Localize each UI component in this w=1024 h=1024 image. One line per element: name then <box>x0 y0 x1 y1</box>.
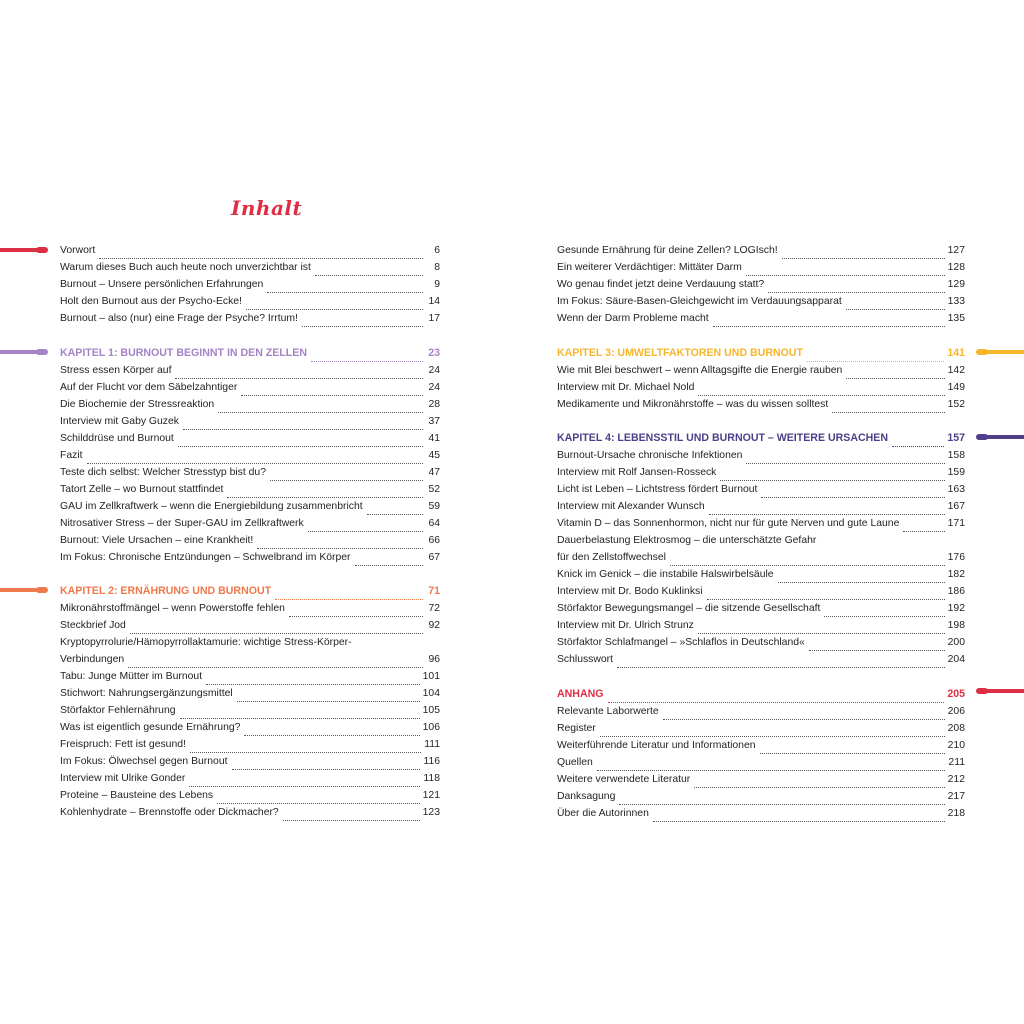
toc-entry-leader <box>824 604 944 617</box>
toc-entry-title: Proteine – Bausteine des Lebens <box>60 790 214 801</box>
toc-entry-title: Vorwort <box>60 245 96 256</box>
toc-entry-title: Stichwort: Nahrungsergänzungsmittel <box>60 688 233 699</box>
toc-entry <box>60 668 440 685</box>
toc-entry-page: 192 <box>947 603 965 614</box>
toc-entry <box>60 600 440 617</box>
toc-entry-page: 206 <box>947 705 965 717</box>
toc-entry-title: Tabu: Junge Mütter im Burnout <box>60 671 203 682</box>
toc-entry <box>60 447 440 464</box>
toc-entry-title: Burnout-Ursache chronische Infektionen <box>557 450 743 461</box>
toc-entry <box>60 464 440 481</box>
chapter-heading <box>557 430 965 447</box>
toc-entry-page: 14 <box>428 296 440 307</box>
toc-entry-page: 198 <box>947 620 965 631</box>
toc-entry-title: Gesunde Ernährung für deine Zellen? LOGIsch! <box>557 245 778 256</box>
toc-entry-page: 101 <box>422 671 440 682</box>
chapter1-marker <box>0 349 48 355</box>
toc-entry-leader <box>355 553 423 566</box>
toc-entry-leader <box>218 400 423 413</box>
chapter-title: KAPITEL 3: UMWELTFAKTOREN UND BURNOUT <box>557 346 804 359</box>
toc-entry-title: Schlusswort <box>557 654 614 665</box>
toc-entry-title: Störfaktor Schlafmangel – »Schlaflos in Deutschland« <box>557 637 805 648</box>
toc-entry <box>60 617 440 634</box>
toc-entry <box>557 651 965 668</box>
toc-entry <box>557 532 965 566</box>
toc-entry <box>557 634 965 651</box>
toc-entry-title: Tatort Zelle – wo Burnout stattfindet <box>60 483 224 495</box>
continued-section <box>557 242 965 327</box>
toc-entry-page: 116 <box>423 756 440 767</box>
toc-entry-title: Holt den Burnout aus der Psycho-Ecke! <box>60 296 242 307</box>
chapter-title: ANHANG <box>557 687 604 700</box>
toc-entry-page: 41 <box>428 432 440 444</box>
toc-entry <box>60 379 440 396</box>
toc-entry-leader <box>707 587 945 600</box>
toc-entry <box>60 276 440 293</box>
toc-entry-title: Relevante Laborwerte <box>557 705 659 717</box>
chapter3-marker <box>976 349 1024 355</box>
toc-entry-title: Im Fokus: Säure-Basen-Gleichgewicht im Verdauungsapparat <box>557 296 842 307</box>
toc-entry <box>60 702 440 719</box>
toc-entry-title: Steckbrief Jod <box>60 620 126 631</box>
chapter-page: 23 <box>428 346 440 359</box>
chapter-title: KAPITEL 1: BURNOUT BEGINNT IN DEN ZELLEN <box>60 346 307 359</box>
toc-entry-leader <box>619 792 944 805</box>
toc-entry-title: Störfaktor Bewegungsmangel – die sitzende Gesellschaft <box>557 603 821 614</box>
toc-entry-title: Interview mit Rolf Jansen-Rosseck <box>557 467 717 478</box>
toc-entry-leader <box>608 690 945 703</box>
toc-entry-page: 129 <box>947 279 965 290</box>
toc-entry <box>60 413 440 430</box>
toc-entry-page: 208 <box>947 722 965 734</box>
toc-entry-line2 <box>557 549 965 566</box>
toc-entry <box>557 754 965 771</box>
toc-entry-page: 123 <box>422 807 440 818</box>
toc-entry-leader <box>178 434 423 447</box>
toc-entry-leader <box>846 366 944 379</box>
toc-entry <box>557 720 965 737</box>
toc-entry <box>557 396 965 413</box>
chapter-title: KAPITEL 4: LEBENSSTIL UND BURNOUT – WEITERE URSACHEN <box>557 432 888 444</box>
toc-entry-title: Warum dieses Buch auch heute noch unverzichtbar ist <box>60 262 311 273</box>
toc-entry-title-line1: Kryptopyrrolurie/Hämopyrrollaktamurie: wichtige Stress-Körper- <box>60 637 352 648</box>
toc-entry <box>557 515 965 532</box>
toc-entry-leader <box>217 791 420 804</box>
toc-entry-page: 212 <box>947 773 965 785</box>
chapter-heading <box>557 345 965 362</box>
toc-entry-title: Knick im Genick – die instabile Halswirbelsäule <box>557 569 774 580</box>
toc-entry-leader <box>232 757 421 770</box>
toc-entry <box>60 498 440 515</box>
toc-entry-page: 171 <box>947 518 965 529</box>
chapter-heading <box>557 686 965 703</box>
toc-entry-leader <box>892 434 944 447</box>
chapter4-section <box>557 430 965 668</box>
toc-entry <box>557 771 965 788</box>
toc-entry-title: Wenn der Darm Probleme macht <box>557 313 709 324</box>
toc-entry <box>60 634 440 668</box>
chapter-page: 157 <box>947 432 965 444</box>
toc-entry-page: 24 <box>428 364 440 376</box>
chapter2-marker-bar <box>0 588 38 592</box>
toc-entry-leader <box>183 417 423 430</box>
toc-entry-leader <box>257 536 423 549</box>
toc-entry <box>557 242 965 259</box>
toc-entry-title: Kohlenhydrate – Brennstoffe oder Dickmacher? <box>60 807 279 818</box>
toc-entry-title: für den Zellstoffwechsel <box>557 552 666 563</box>
toc-entry <box>557 464 965 481</box>
toc-entry-leader <box>832 400 944 413</box>
toc-entry-title: Weitere verwendete Literatur <box>557 773 691 785</box>
toc-entry-leader <box>99 246 423 259</box>
toc-entry-leader <box>768 280 944 293</box>
toc-entry <box>60 362 440 379</box>
toc-entry-leader <box>713 314 945 327</box>
toc-entry <box>557 583 965 600</box>
toc-entry <box>60 242 440 259</box>
toc-entry-page: 28 <box>428 398 440 410</box>
toc-entry-title: Interview mit Gaby Guzek <box>60 415 179 427</box>
chapter3-marker-bar <box>986 350 1024 354</box>
toc-left-column <box>60 242 440 839</box>
toc-entry-leader <box>190 740 421 753</box>
chapter2-section <box>60 583 440 821</box>
toc-entry-page: 200 <box>947 637 965 648</box>
toc-entry-page: 96 <box>428 654 440 665</box>
toc-entry-title: Burnout: Viele Ursachen – eine Krankheit! <box>60 534 254 546</box>
toc-entry-leader <box>653 809 945 822</box>
toc-entry <box>557 498 965 515</box>
toc-entry-title: Teste dich selbst: Welcher Stresstyp bist du? <box>60 466 266 478</box>
toc-entry-page: 218 <box>947 807 965 819</box>
toc-entry-title: Stress essen Körper auf <box>60 364 172 376</box>
toc-entry-leader <box>289 604 423 617</box>
appendix-marker-bar <box>986 689 1024 693</box>
chapter-page: 71 <box>428 585 440 597</box>
toc-entry-title: Burnout – Unsere persönlichen Erfahrungen <box>60 279 264 290</box>
toc-entry-leader <box>670 553 945 566</box>
toc-entry-leader <box>275 587 423 600</box>
toc-entry-leader <box>761 485 944 498</box>
toc-entry-leader <box>175 366 423 379</box>
toc-entry-page: 159 <box>947 467 965 478</box>
toc-entry-page: 210 <box>947 739 965 751</box>
toc-entry-title: Auf der Flucht vor dem Säbelzahntiger <box>60 381 238 393</box>
toc-entry-page: 121 <box>422 790 440 801</box>
toc-entry-page: 135 <box>947 313 965 324</box>
toc-entry-title: Interview mit Dr. Michael Nold <box>557 381 695 393</box>
toc-entry-title: Interview mit Dr. Ulrich Strunz <box>557 620 694 631</box>
toc-entry-page: 104 <box>422 688 440 699</box>
page-title: Inhalt <box>231 196 303 220</box>
toc-entry-page: 8 <box>434 262 440 273</box>
toc-entry <box>557 379 965 396</box>
toc-entry-leader <box>241 383 423 396</box>
toc-entry-page: 45 <box>428 449 440 461</box>
toc-entry <box>557 276 965 293</box>
toc-entry-leader <box>746 263 945 276</box>
toc-entry <box>557 737 965 754</box>
toc-entry-page: 176 <box>947 552 965 563</box>
toc-entry-leader <box>698 383 944 396</box>
toc-entry-leader <box>597 758 946 771</box>
toc-entry-leader <box>782 246 945 259</box>
toc-entry-page: 47 <box>428 466 440 478</box>
toc-entry-title: Was ist eigentlich gesunde Ernährung? <box>60 722 241 733</box>
chapter3-section <box>557 345 965 413</box>
toc-entry-leader <box>600 724 945 737</box>
chapter1-marker-bar <box>0 350 38 354</box>
toc-entry-leader <box>87 451 423 464</box>
toc-entry-leader <box>267 280 423 293</box>
toc-entry-title: Fazit <box>60 449 83 461</box>
toc-entry <box>557 310 965 327</box>
toc-entry-title: Über die Autorinnen <box>557 807 649 819</box>
toc-entry-title: Ein weiterer Verdächtiger: Mittäter Darm <box>557 262 742 273</box>
toc-entry-leader <box>180 706 420 719</box>
toc-entry-title: GAU im Zellkraftwerk – wenn die Energiebildung zusammenbricht <box>60 500 363 512</box>
toc-entry <box>60 804 440 821</box>
toc-entry-page: 128 <box>947 262 965 273</box>
toc-entry-leader <box>617 655 945 668</box>
toc-entry-page: 17 <box>428 313 440 324</box>
toc-entry-title: Danksagung <box>557 790 616 802</box>
toc-entry <box>60 430 440 447</box>
toc-entry-page: 37 <box>428 415 440 427</box>
toc-entry-leader <box>244 723 419 736</box>
toc-entry-page: 217 <box>947 790 965 802</box>
toc-entry-leader <box>206 672 420 685</box>
intro-marker-cap <box>36 247 48 253</box>
toc-entry-page: 111 <box>424 739 440 750</box>
toc-entry <box>557 481 965 498</box>
toc-entry-page: 182 <box>947 569 965 580</box>
toc-entry-title: Mikronährstoffmängel – wenn Powerstoffe fehlen <box>60 603 285 614</box>
intro-marker <box>0 247 48 253</box>
toc-entry-title: Burnout – also (nur) eine Frage der Psyche? Irrtum! <box>60 313 298 324</box>
chapter4-marker <box>976 434 1024 440</box>
toc-right-column <box>557 242 965 839</box>
toc-entry-title: Register <box>557 722 596 734</box>
toc-entry <box>557 447 965 464</box>
toc-entry-title: Medikamente und Mikronährstoffe – was du wissen solltest <box>557 398 829 410</box>
toc-entry-page: 142 <box>947 364 965 376</box>
toc-entry-title: Freispruch: Fett ist gesund! <box>60 739 186 750</box>
toc-entry <box>60 396 440 413</box>
toc-entry-page: 105 <box>422 705 440 716</box>
toc-entry-title: Die Biochemie der Stressreaktion <box>60 398 215 410</box>
chapter-heading <box>60 583 440 600</box>
toc-entry <box>557 805 965 822</box>
toc-entry-leader <box>760 741 945 754</box>
toc-entry-page: 152 <box>947 398 965 410</box>
toc-entry <box>60 787 440 804</box>
toc-entry-title: Schilddrüse und Burnout <box>60 432 174 444</box>
toc-entry-page: 133 <box>947 296 965 307</box>
toc-entry-page: 204 <box>947 654 965 665</box>
toc-entry-title: Störfaktor Fehlernährung <box>60 705 176 716</box>
toc-entry <box>557 566 965 583</box>
toc-entry <box>557 600 965 617</box>
toc-entry-leader <box>311 349 423 362</box>
toc-entry-page: 186 <box>947 586 965 597</box>
toc-entry <box>60 736 440 753</box>
toc-entry-page: 158 <box>947 450 965 461</box>
toc-entry <box>60 481 440 498</box>
chapter1-section <box>60 345 440 566</box>
toc-entry-title: Weiterführende Literatur und Informationen <box>557 739 756 751</box>
toc-entry-page: 92 <box>428 620 440 631</box>
toc-entry-title: Interview mit Ulrike Gonder <box>60 773 186 784</box>
toc-entry-page: 66 <box>428 534 440 546</box>
appendix-section <box>557 686 965 822</box>
toc-entry <box>557 362 965 379</box>
toc-entry-leader <box>709 502 945 515</box>
toc-entry-page: 127 <box>947 245 965 256</box>
toc-entry-leader <box>246 297 423 310</box>
toc-entry-page: 59 <box>428 500 440 512</box>
toc-entry-title: Im Fokus: Chronische Entzündungen – Schwelbrand im Körper <box>60 551 351 563</box>
chapter2-marker <box>0 587 48 593</box>
toc-entry-title: Wo genau findet jetzt deine Verdauung statt? <box>557 279 765 290</box>
toc-entry <box>60 719 440 736</box>
toc-entry <box>557 617 965 634</box>
intro-section <box>60 242 440 327</box>
toc-entry-leader <box>283 808 420 821</box>
toc-entry-page: 167 <box>947 501 965 512</box>
toc-entry-page: 24 <box>428 381 440 393</box>
toc-entry-leader <box>130 621 423 634</box>
toc-entry-leader <box>128 655 423 668</box>
toc-entry-page: 149 <box>947 381 965 393</box>
toc-entry-title: Licht ist Leben – Lichtstress fördert Burnout <box>557 484 758 495</box>
toc-entry-leader <box>302 314 423 327</box>
toc-entry-page: 106 <box>422 722 440 733</box>
toc-entry-leader <box>663 707 945 720</box>
toc-entry-leader <box>903 519 944 532</box>
toc-entry-leader <box>367 502 423 515</box>
toc-entry-leader <box>694 775 944 788</box>
toc-entry-leader <box>746 451 944 464</box>
toc-entry <box>60 685 440 702</box>
toc-entry-title-line1: Dauerbelastung Elektrosmog – die unterschätzte Gefahr <box>557 535 817 546</box>
toc-entry <box>60 753 440 770</box>
chapter1-marker-cap <box>36 349 48 355</box>
toc-entry <box>60 310 440 327</box>
toc-entry-title: Interview mit Dr. Bodo Kuklinksi <box>557 586 703 597</box>
toc-entry-leader <box>778 570 945 583</box>
toc-entry-title: Interview mit Alexander Wunsch <box>557 501 705 512</box>
toc-entry <box>557 259 965 276</box>
toc-entry-leader <box>237 689 420 702</box>
toc-entry <box>60 770 440 787</box>
toc-entry <box>557 788 965 805</box>
toc-entry <box>60 293 440 310</box>
toc-entry-page: 64 <box>428 517 440 529</box>
toc-entry-leader <box>809 638 945 651</box>
toc-entry-page: 118 <box>423 773 440 784</box>
toc-entry-leader <box>720 468 944 481</box>
toc-entry <box>557 293 965 310</box>
intro-marker-bar <box>0 248 38 252</box>
toc-entry-leader <box>270 468 423 481</box>
toc-entry-leader <box>227 485 423 498</box>
toc-entry-title: Wie mit Blei beschwert – wenn Alltagsgifte die Energie rauben <box>557 364 843 376</box>
toc-entry-leader <box>308 519 423 532</box>
toc-entry-page: 211 <box>948 756 965 768</box>
toc-entry-title: Im Fokus: Ölwechsel gegen Burnout <box>60 756 228 767</box>
toc-entry-page: 6 <box>434 245 440 256</box>
toc-entry-leader <box>846 297 945 310</box>
toc-entry <box>60 515 440 532</box>
toc-entry-title: Vitamin D – das Sonnenhormon, nicht nur für gute Nerven und gute Laune <box>557 518 900 529</box>
toc-entry <box>60 532 440 549</box>
chapter-page: 141 <box>947 346 965 359</box>
toc-entry <box>60 259 440 276</box>
toc-entry-leader <box>807 349 944 362</box>
chapter-page: 205 <box>947 687 965 700</box>
toc-entry-page: 72 <box>428 603 440 614</box>
toc-entry-line2 <box>60 651 440 668</box>
toc-entry-title: Nitrosativer Stress – der Super-GAU im Zellkraftwerk <box>60 517 304 529</box>
chapter-title: KAPITEL 2: ERNÄHRUNG UND BURNOUT <box>60 585 272 597</box>
toc-entry-leader <box>315 263 423 276</box>
toc-entry-leader <box>698 621 945 634</box>
toc-entry-page: 52 <box>428 483 440 495</box>
appendix-marker <box>976 688 1024 694</box>
chapter2-marker-cap <box>36 587 48 593</box>
toc-entry-title: Quellen <box>557 756 593 768</box>
toc-entry-leader <box>189 774 420 787</box>
toc-entry-page: 67 <box>428 551 440 563</box>
chapter4-marker-bar <box>986 435 1024 439</box>
toc-entry <box>557 703 965 720</box>
chapter-heading <box>60 345 440 362</box>
toc-entry-page: 163 <box>947 484 965 495</box>
toc-entry <box>60 549 440 566</box>
toc-entry-title: Verbindungen <box>60 654 125 665</box>
toc-entry-page: 9 <box>434 279 440 290</box>
